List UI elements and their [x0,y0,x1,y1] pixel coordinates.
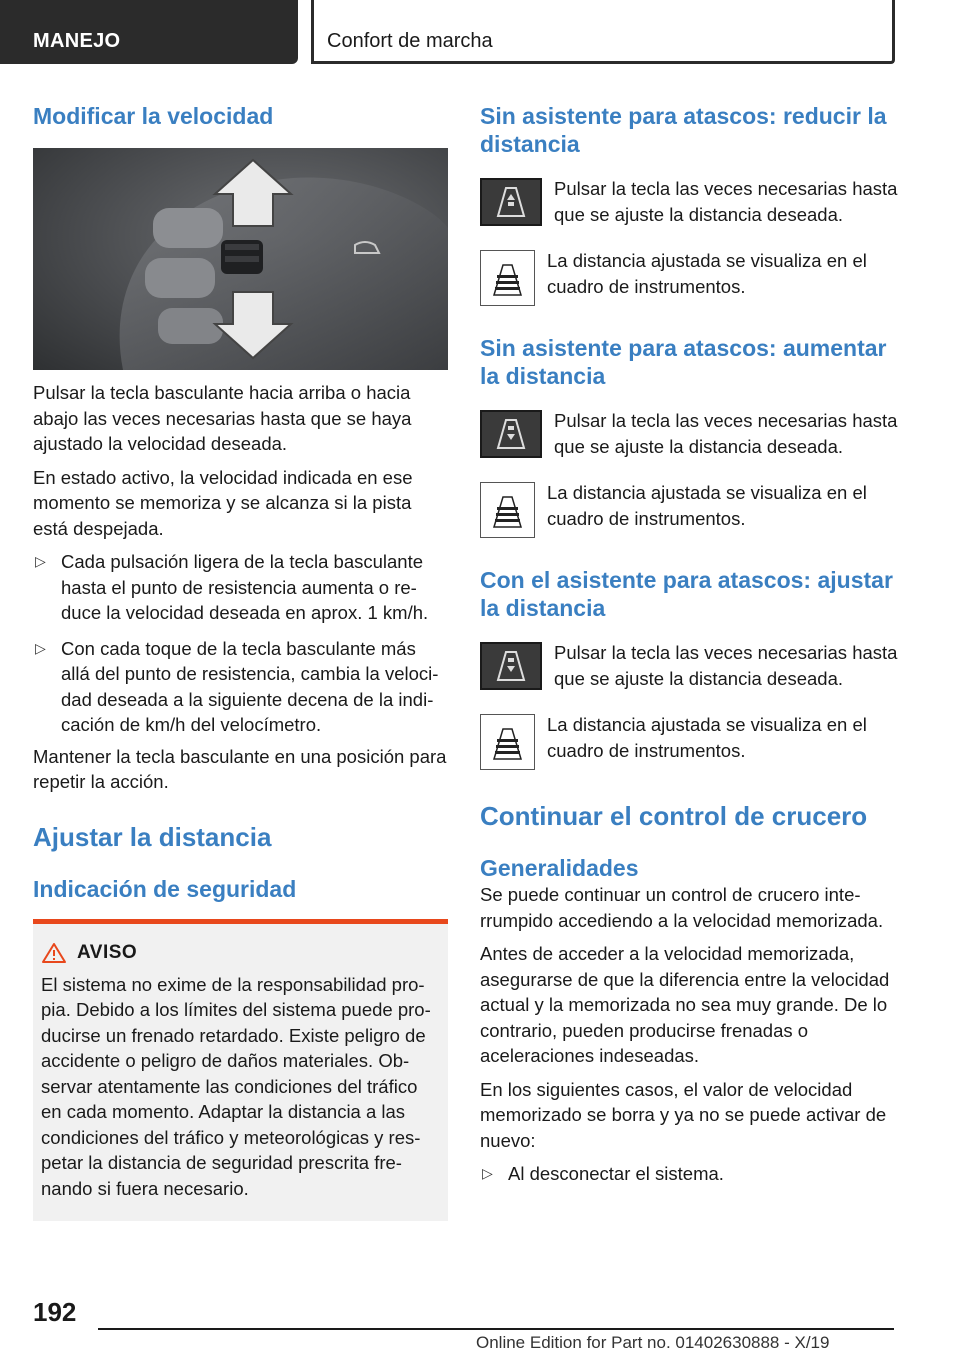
paragraph-hold-rocker: Mantener la tecla basculante en una posición para repetir la acción. [33,745,447,792]
page-number: 192 [33,1297,77,1327]
bullet-text: Con cada toque de la tecla basculante más allá del punto de resistencia, cambia la velocidad deseada a la siguiente decena de la indicación de km/h del velocímetro. [61,637,439,735]
jam-press-text: Pulsar la tecla las veces necesarias hasta que se ajuste la distancia deseada. [554,642,898,689]
header-chapter-tab [311,0,895,64]
increase-display-block [480,480,898,542]
list-item [33,636,448,738]
distance-display-icon [480,482,535,538]
list-item [480,1161,898,1187]
paragraph-active-state: En estado activo, la velocidad indicada en ese momento se memoriza y se alcanza si la pista está despejada. [33,466,413,539]
increase-display-text: La distancia ajustada se visualiza en el cuadro de instrumentos. [547,482,867,529]
bullet-text: Cada pulsación ligera de la tecla basculante hasta el punto de resistencia aumenta o reduce la velocidad deseada en aprox. 1 km/h. [61,551,429,623]
heading-general: Generalidades [480,855,639,881]
paragraph-general-3: En los siguientes casos, el valor de velocidad memorizado se borra y ya no se puede activar de nuevo: [480,1078,887,1151]
warning-box [33,919,448,1222]
increase-press-block [480,408,898,462]
steering-wheel-illustration [33,148,448,370]
reduce-press-text: Pulsar la tecla las veces necesarias hasta que se ajuste la distancia deseada. [554,178,898,225]
jam-display-text: La distancia ajustada se visualiza en el cuadro de instrumentos. [547,714,867,761]
heading-increase-distance: Sin asistente para atascos: aumentar la distancia [480,335,887,389]
deactivate-bullet-list [480,1161,898,1187]
reduce-press-block [480,176,898,230]
heading-adjust-distance: Ajustar la distancia [33,821,272,852]
distance-button-icon [480,410,542,458]
header-section-label: MANEJO [33,30,121,52]
header-chapter-label: Confort de marcha [327,30,493,52]
paragraph-press-rocker: Pulsar la tecla basculante hacia arriba o hacia abajo las veces necesarias hasta que se haya ajustado la velocidad deseada. [33,382,412,454]
heading-reduce-distance: Sin asistente para atascos: reducir la distancia [480,103,887,157]
distance-display-icon [480,250,535,306]
steering-wheel-rocker-image [33,148,448,370]
reduce-display-block [480,248,898,310]
paragraph-general-1: Se puede continuar un control de crucero interrumpido accediendo a la velocidad memorizada. [480,884,884,931]
warning-triangle-icon [41,942,67,964]
triangle-bullet-icon: ▷ [482,1165,493,1181]
distance-display-icon [480,714,535,770]
left-column [33,102,448,1221]
increase-press-text: Pulsar la tecla las veces necesarias hasta que se ajuste la distancia deseada. [554,410,898,457]
heading-safety-note: Indicación de seguridad [33,875,297,902]
warning-text: El sistema no exime de la responsabilidad propia. Debido a los límites del sistema puede producirse un frenado retardado. Existe peligro de accidente o peligro de daños materiales. Observar atentamente las condiciones del tráfico en cada momento. Adaptar la distancia a las condiciones del tráfico y meteorológicas y respetar la distancia de seguridad prescrita frenando si fuera necesario. [41,973,431,1199]
speed-bullet-list [33,549,448,738]
jam-display-block [480,712,898,774]
bullet-text: Al desconectar el sistema. [508,1163,724,1184]
triangle-bullet-icon: ▷ [35,639,46,656]
paragraph-general-2: Antes de acceder a la velocidad memorizada, asegurarse de que la diferencia entre la velocidad actual y la memorizada no sea muy grande. De lo contrario, pueden producirse frenadas o aceleraciones indeseadas. [480,943,890,1066]
distance-button-icon [480,642,542,690]
heading-continue-cruise: Continuar el control de crucero [480,801,868,831]
heading-modify-speed: Modificar la velocidad [33,103,274,129]
triangle-bullet-icon: ▷ [35,553,46,569]
reduce-display-text: La distancia ajustada se visualiza en el cuadro de instrumentos. [547,250,867,297]
jam-press-block [480,640,898,694]
heading-jam-assistant: Con el asistente para atascos: ajustar la distancia [480,567,893,621]
footer-edition: Online Edition for Part no. 01402630888 - X/19 [476,1333,830,1352]
header-section-tab [0,0,298,64]
right-column [480,102,898,1197]
warning-header [41,942,438,964]
footer-divider [98,1328,894,1330]
warning-label: AVISO [77,941,138,963]
list-item [33,549,448,626]
distance-button-icon [480,178,542,226]
